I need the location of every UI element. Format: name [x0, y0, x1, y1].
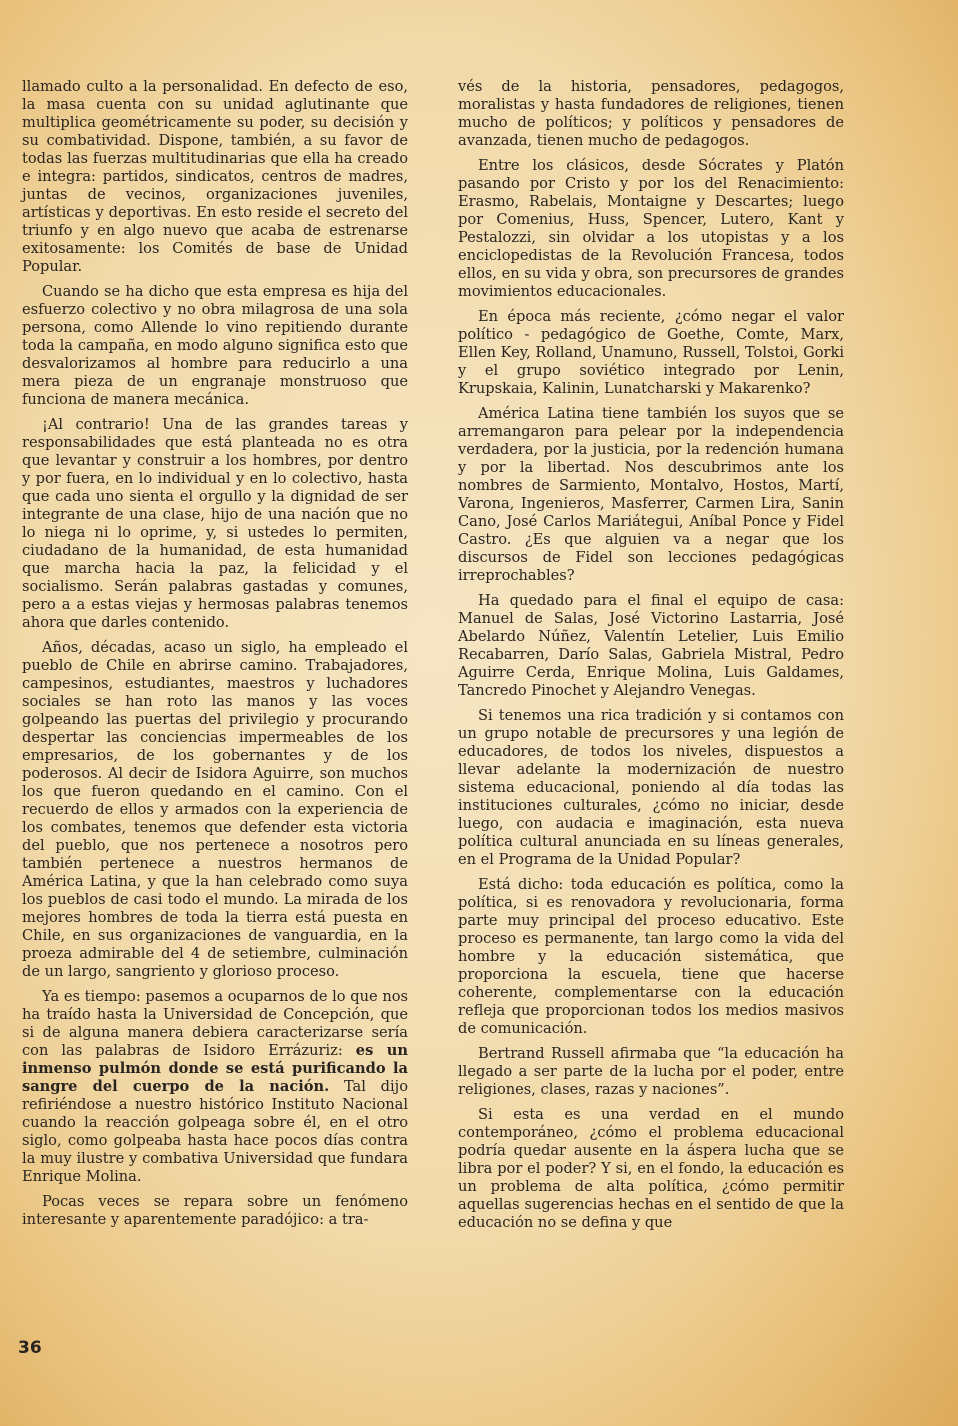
- right-column: [458, 78, 844, 1239]
- quote-emphasis: es un inmenso pulmón donde se está purificando la sangre del cuerpo de la nación.: [22, 1042, 408, 1095]
- paragraph: Bertrand Russell afirmaba que “la educación ha llegado a ser parte de la lucha por el poder, entre religiones, clases, razas y naciones”.: [458, 1045, 844, 1098]
- paragraph: Si tenemos una rica tradición y si contamos con un grupo notable de precursores y una legión de educadores, de todos los niveles, dispuestos a llevar adelante la modernización de nuestro sistema educacional, poniendo al día todas las instituciones culturales, ¿cómo no iniciar, desde luego, con audacia e imaginación, esta nueva política cultural anunciada en su líneas generales, en el Programa de la Unidad Popular?: [458, 707, 844, 868]
- paragraph: Está dicho: toda educación es política, como la política, si es renovadora y revolucionaria, forma parte muy principal del proceso educativo. Este proceso es permanente, tan largo como la vida del hombre y la educación sistemática, que proporciona la escuela, tiene que hacerse coherente, complementarse con la educación refleja que proporcionan todos los medios masivos de comunicación.: [458, 876, 844, 1037]
- paragraph: En época más reciente, ¿cómo negar el valor político - pedagógico de Goethe, Comte, Marx, Ellen Key, Rolland, Unamuno, Russell, Tolstoi, Gorki y el grupo soviético integrado por Lenin, Krupskaia, Kalinin, Lunatcharski y Makarenko?: [458, 308, 845, 397]
- page-number: 36: [18, 1338, 42, 1358]
- paragraph-text: Tal dijo refiriéndose a nuestro histórico Instituto Nacional cuando la reacción golpeaga sobre él, en el otro siglo, como golpeaba hasta hace pocos días contra la muy ilustre y combativa Universidad que fundara Enrique Molina.: [22, 1078, 408, 1185]
- paragraph: Ha quedado para el final el equipo de casa: Manuel de Salas, José Victorino Lastarria, José Abelardo Núñez, Valentín Letelier, Luis Emilio Recabarren, Darío Salas, Gabriela Mistral, Pedro Aguirre Cerda, Enrique Molina, Luis Galdames, Tancredo Pinochet y Alejandro Venegas.: [458, 592, 844, 699]
- paragraph: llamado culto a la personalidad. En defecto de eso, la masa cuenta con su unidad aglutinante que multiplica geométricamente su poder, su decisión y su combatividad. Dispone, también, a su favor de todas las fuerzas multitudinarias que ella ha creado e integra: partidos, sindicatos, centros de madres, juntas de vecinos, organizaciones juveniles, artísticas y deportivas. En esto reside el secreto del triunfo y en algo nuevo que acaba de estrenarse exitosamente: los Comités de base de Unidad Popular.: [22, 78, 408, 275]
- paragraph: Cuando se ha dicho que esta empresa es hija del esfuerzo colectivo y no obra milagrosa de una sola persona, como Allende lo vino repitiendo durante toda la campaña, en modo alguno significa esto que desvalorizamos al hombre para reducirlo a una mera pieza de un engranaje monstruoso que funciona de manera mecánica.: [22, 283, 408, 408]
- paragraph: vés de la historia, pensadores, pedagogos, moralistas y hasta fundadores de religiones, tienen mucho de políticos; y políticos y pensadores de avanzada, tienen mucho de pedagogos.: [458, 78, 844, 149]
- paragraph: ¡Al contrario! Una de las grandes tareas y responsabilidades que está planteada no es otra que levantar y construir a los hombres, por dentro y por fuera, en lo individual y en lo colectivo, hasta que cada uno sienta el orgullo y la dignidad de ser integrante de una clase, hijo de una nación que no lo niega ni lo oprime, y, si ustedes lo permiten, ciudadano de la humanidad, de esta humanidad que marcha hacia la paz, la felicidad y el socialismo. Serán palabras gastadas y comunes, pero a a estas viejas y hermosas palabras tenemos ahora que darles contenido.: [22, 416, 408, 631]
- left-column: [22, 78, 408, 1236]
- paragraph: Pocas veces se repara sobre un fenómeno interesante y aparentemente paradójico: a tra-: [22, 1193, 408, 1228]
- paragraph: Si esta es una verdad en el mundo contemporáneo, ¿cómo el problema educacional podría quedar ausente en la áspera lucha que se libra por el poder? Y si, en el fondo, la educación es un problema de alta política, ¿cómo permitir aquellas sugerencias hechas en el sentido de que la educación no se defina y que: [458, 1106, 844, 1231]
- paragraph: [22, 988, 408, 1186]
- paragraph-text: Ya es tiempo: pasemos a ocuparnos de lo que nos ha traído hasta la Universidad de Concepción, que si de alguna manera debiera caracterizarse sería con las palabras de Isidoro Errázuriz:: [22, 988, 408, 1059]
- paragraph: América Latina tiene también los suyos que se arremangaron para pelear por la independencia verdadera, por la justicia, por la redención humana y por la libertad. Nos descubrimos ante los nombres de Sarmiento, Montalvo, Hostos, Martí, Varona, Ingenieros, Masferrer, Carmen Lira, Sanin Cano, José Carlos Mariátegui, Aníbal Ponce y Fidel Castro. ¿Es que alguien va a negar que los discursos de Fidel son lecciones pedagógicas irreprochables?: [458, 405, 844, 584]
- paragraph: Años, décadas, acaso un siglo, ha empleado el pueblo de Chile en abrirse camino. Trabajadores, campesinos, estudiantes, maestros y luchadores sociales se han roto las manos y las voces golpeando las puertas del privilegio y procurando despertar las conciencias impermeables de los empresarios, de los gobernantes y de los poderosos. Al decir de Isidora Aguirre, son muchos los que fueron quedando en el camino. Con el recuerdo de ellos y armados con la experiencia de los combates, tenemos que defender esta victoria del pueblo, que nos pertenece a nosotros pero también pertenece a nuestros hermanos de América Latina, y que la han celebrado como suya los pueblos de casi todo el mundo. La mirada de los mejores hombres de toda la tierra está puesta en Chile, en sus organizaciones de vanguardia, en la proeza admirable del 4 de setiembre, culminación de un largo, sangriento y glorioso proceso.: [22, 639, 408, 980]
- paragraph: Entre los clásicos, desde Sócrates y Platón pasando por Cristo y por los del Renacimiento: Erasmo, Rabelais, Montaigne y Descartes; luego por Comenius, Huss, Spencer, Lutero, Kant y Pestalozzi, sin olvidar a los utopistas y a los enciclopedistas de la Revolución Francesa, todos ellos, en su vida y obra, son precursores de grandes movimientos educacionales.: [458, 157, 844, 300]
